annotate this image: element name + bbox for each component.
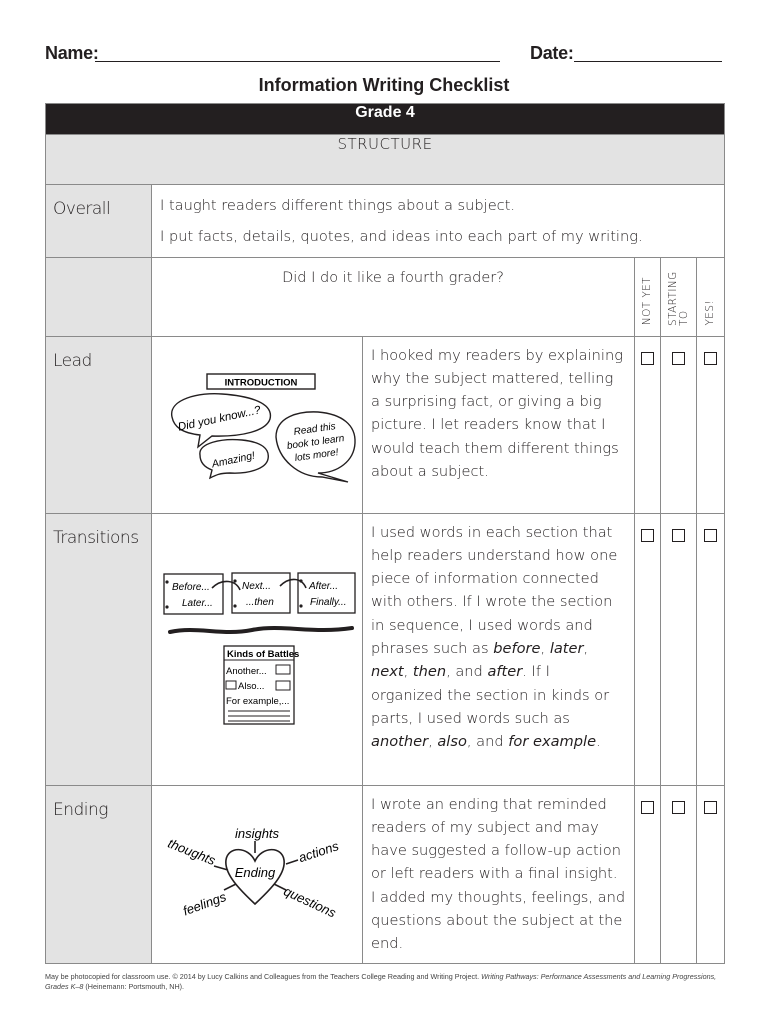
question-text: Did I do it like a fourth grader? xyxy=(152,257,635,336)
bubble-text-2: Amazing! xyxy=(210,449,257,471)
ending-text: I wrote an ending that reminded readers of my subject and may have suggested a follow-up action or left readers with a final insight. I added my thoughts, feelings, and questions about the subject at the end. xyxy=(363,785,635,963)
svg-text:...then: ...then xyxy=(246,596,274,608)
checkbox[interactable] xyxy=(704,352,717,365)
section-header: STRUCTURE xyxy=(46,135,725,185)
ending-not-yet[interactable] xyxy=(635,785,661,963)
svg-text:For example,...: For example,... xyxy=(226,695,290,707)
checkbox[interactable] xyxy=(641,529,654,542)
lead-yes[interactable] xyxy=(697,336,725,513)
category-transitions: Transitions xyxy=(46,513,152,785)
bubble-text-1: Did you know...? xyxy=(176,404,262,434)
col-yes: YES! xyxy=(697,257,725,336)
svg-text:Later...: Later... xyxy=(182,597,213,609)
svg-text:actions: actions xyxy=(296,837,341,865)
checkbox[interactable] xyxy=(704,801,717,814)
date-field[interactable] xyxy=(574,61,722,62)
lead-starting-to[interactable] xyxy=(661,336,697,513)
overall-line-2: I put facts, details, quotes, and ideas into each part of my writing. xyxy=(160,228,643,246)
svg-text:Also...: Also... xyxy=(238,680,265,692)
lead-illustration xyxy=(152,336,363,513)
divider-wave xyxy=(170,628,352,632)
svg-text:After...: After... xyxy=(309,580,339,592)
svg-text:book to learn: book to learn xyxy=(286,432,346,452)
lead-text: I hooked my readers by explaining why the subject mattered, telling a surprising fact, or giving a big picture. I let readers know that I would teach them different things about a subject. xyxy=(363,336,635,513)
footer-credit: May be photocopied for classroom use. © 2014 by Lucy Calkins and Colleagues from the Teachers College Reading and Writing Project. Writing Pathways: Performance Assessments and Learning Progressions, Grades K–8 (Heinemann: Portsmouth, NH). xyxy=(45,972,717,991)
col-not-yet: NOT YET xyxy=(635,257,661,336)
svg-text:Before...: Before... xyxy=(172,581,210,593)
checklist-table xyxy=(45,103,725,964)
ending-center-text: Ending xyxy=(234,864,276,880)
col-starting-to: STARTING TO xyxy=(661,257,697,336)
svg-text:lots more!: lots more! xyxy=(294,446,340,464)
transitions-not-yet[interactable] xyxy=(635,513,661,785)
svg-text:Next...: Next... xyxy=(242,580,271,592)
svg-text:thoughts: thoughts xyxy=(165,835,218,868)
category-overall: Overall xyxy=(46,185,152,258)
row-lead xyxy=(46,336,725,513)
ending-illustration xyxy=(152,785,363,963)
svg-text:Finally...: Finally... xyxy=(310,596,347,608)
svg-text:insights: insights xyxy=(234,825,280,841)
blank-cell xyxy=(46,257,152,336)
checkbox[interactable] xyxy=(672,352,685,365)
name-label: Name: xyxy=(45,43,99,63)
svg-text:Kinds of Battles: Kinds of Battles xyxy=(227,648,300,660)
overall-text xyxy=(152,185,725,258)
name-field[interactable] xyxy=(95,61,500,62)
svg-text:questions: questions xyxy=(281,882,339,921)
checkbox[interactable] xyxy=(641,352,654,365)
checkbox[interactable] xyxy=(672,801,685,814)
transitions-illustration xyxy=(152,513,363,785)
ending-yes[interactable] xyxy=(697,785,725,963)
banner-text: INTRODUCTION xyxy=(224,377,298,389)
category-ending: Ending xyxy=(46,785,152,963)
row-transitions xyxy=(46,513,725,785)
overall-line-1: I taught readers different things about a subject. xyxy=(160,197,516,214)
page-title: Information Writing Checklist xyxy=(258,75,510,95)
checkbox[interactable] xyxy=(704,529,717,542)
date-label: Date: xyxy=(530,43,574,63)
checkbox[interactable] xyxy=(641,801,654,814)
svg-text:Another...: Another... xyxy=(226,665,267,677)
lead-not-yet[interactable] xyxy=(635,336,661,513)
ending-starting-to[interactable] xyxy=(661,785,697,963)
grade-header: Grade 4 xyxy=(46,104,725,135)
transitions-text: I used words in each section that help readers understand how one piece of information connected with others. If I wrote the section in sequence, I used words and phrases such as before, later, next, then, and after. If I organized the section in kinds or parts, I used words such as another, also, and for example. xyxy=(363,513,635,785)
transitions-starting-to[interactable] xyxy=(661,513,697,785)
svg-text:Read this: Read this xyxy=(292,420,337,438)
svg-text:feelings: feelings xyxy=(180,888,229,919)
row-ending xyxy=(46,785,725,963)
transitions-yes[interactable] xyxy=(697,513,725,785)
category-lead: Lead xyxy=(46,336,152,513)
checkbox[interactable] xyxy=(672,529,685,542)
